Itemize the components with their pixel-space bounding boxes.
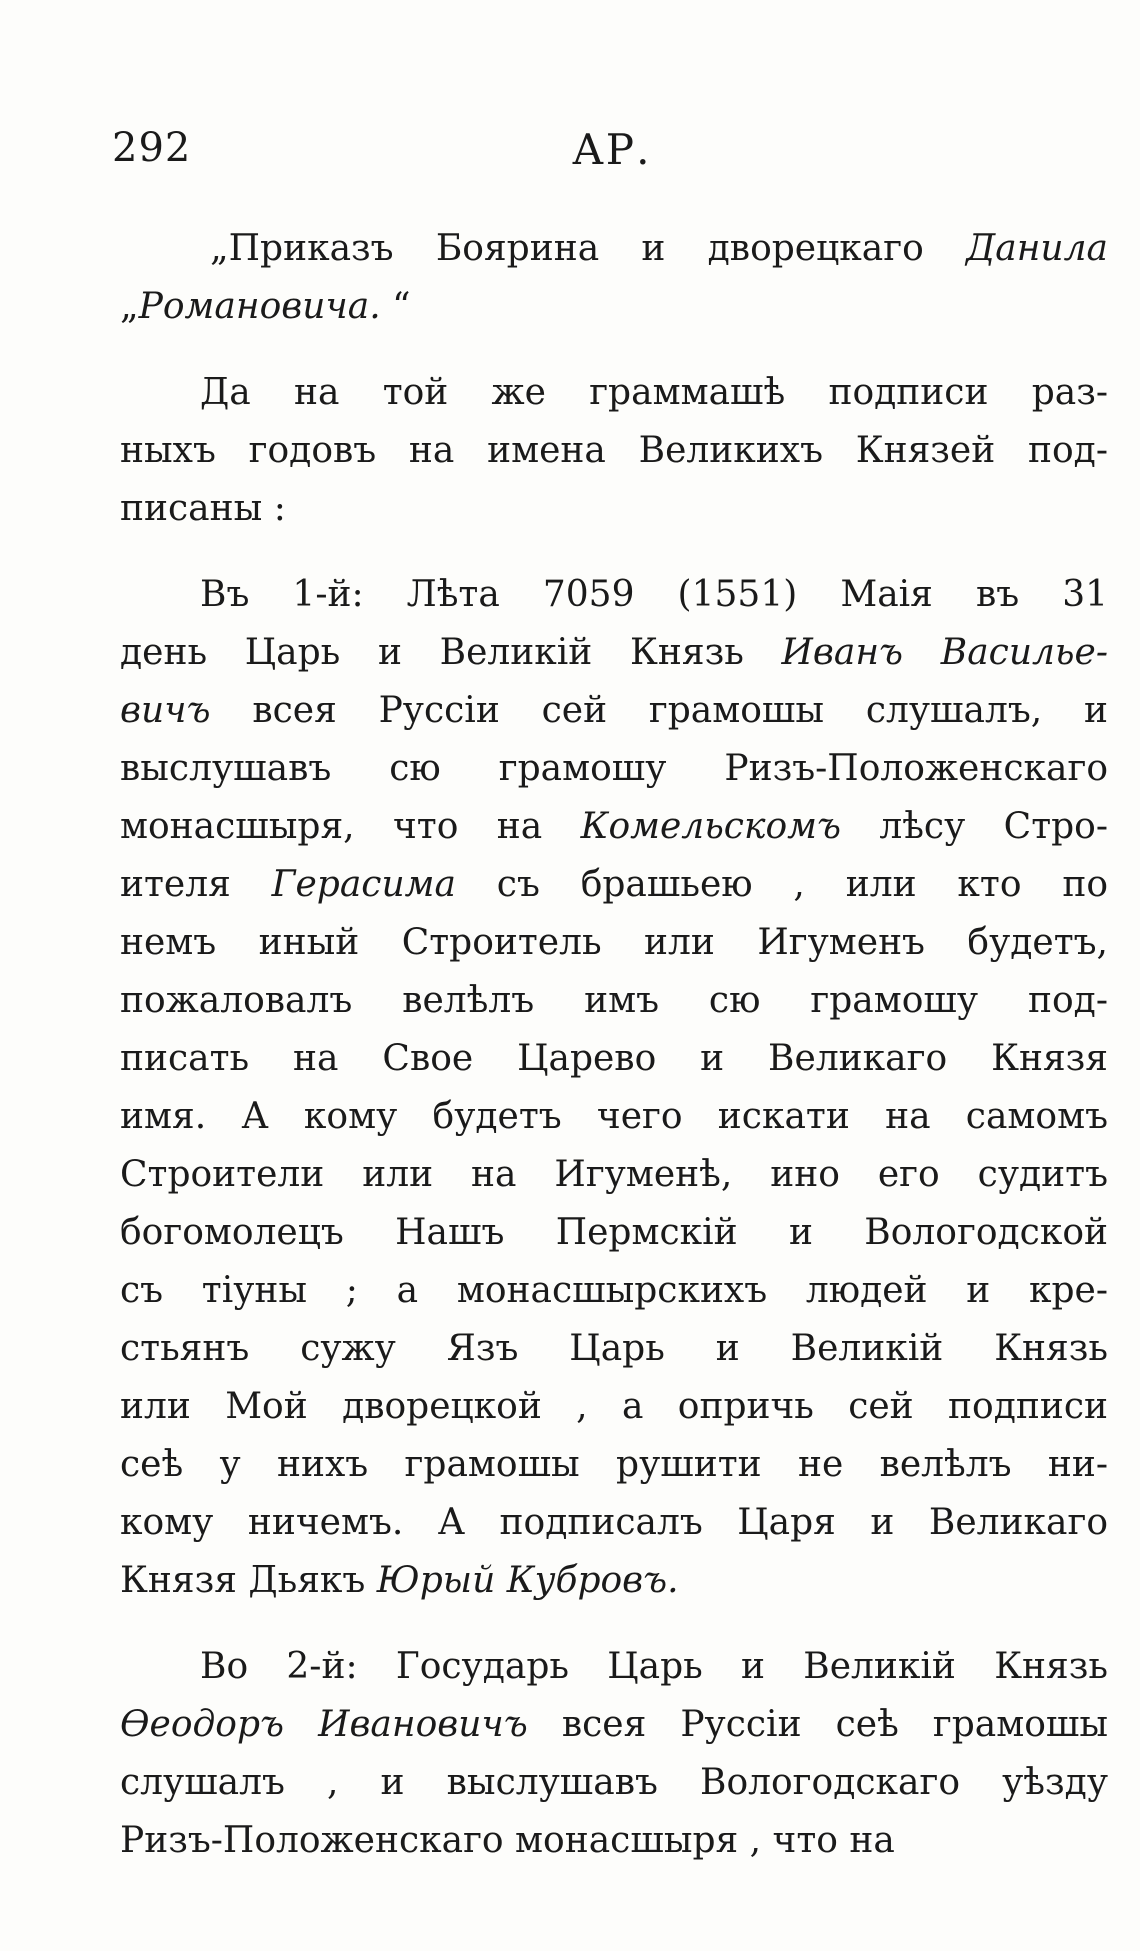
italic-text: Герасима (271, 864, 456, 905)
italic-text: Ѳеодоръ Ивановичъ (120, 1704, 528, 1745)
text-run: или Мой дворецкой , а опричь сей подписи (120, 1386, 1108, 1427)
text-run: писаны : (120, 488, 286, 529)
text-line (120, 914, 1108, 972)
text-line (120, 740, 1108, 798)
text-run: немъ иный Строитель или Игуменъ будетъ, (120, 922, 1108, 963)
text-line (120, 798, 1108, 856)
text-run: кому ничемъ. А подписалъ Царя и Великаго (120, 1502, 1108, 1543)
text-run: всея Руссіи сей грамошы слушалъ, и (210, 690, 1108, 731)
text-run: Ризъ-Положенскаго монасшыря , что на (120, 1820, 895, 1861)
italic-text: Иванъ Василье- (781, 632, 1108, 673)
text-run: ителя (120, 864, 272, 905)
text-run: „Приказъ Боярина и дворецкаго (210, 228, 966, 269)
italic-text: Комельскомъ (580, 806, 841, 847)
text-run: выслушавъ сю грамошу Ризъ-Положенскаго (120, 748, 1108, 789)
text-line (120, 1696, 1108, 1754)
text-run: съ брашьею , или кто по (455, 864, 1108, 905)
text-run: Во 2-й: Государь Царь и Великій Князь (200, 1646, 1108, 1687)
text-line (120, 566, 1108, 624)
text-line (120, 220, 1108, 278)
text-line (120, 1378, 1108, 1436)
text-line (120, 364, 1108, 422)
page-body (120, 220, 1108, 1898)
text-line (120, 1754, 1108, 1812)
text-line (120, 1146, 1108, 1204)
text-run: монасшыря, что на (120, 806, 581, 847)
italic-text: Романовича. (138, 286, 381, 327)
text-run: Строители или на Игуменѣ, ино его судитъ (120, 1154, 1108, 1195)
text-line (120, 480, 1108, 538)
paragraph (120, 364, 1108, 538)
text-run: Въ 1-й: Лѣта 7059 (1551) Маія въ 31 (200, 574, 1108, 615)
text-run: пожаловалъ велѣлъ имъ сю грамошу под- (120, 980, 1108, 1021)
text-run: всея Руссіи сеѣ грамошы (527, 1704, 1108, 1745)
text-line (120, 1088, 1108, 1146)
text-line (120, 1204, 1108, 1262)
text-line (120, 856, 1108, 914)
text-run: Да на той же граммашѣ подписи раз- (200, 372, 1108, 413)
text-run: Князя Дьякъ (120, 1560, 377, 1601)
italic-text: вичъ (120, 690, 211, 731)
italic-text: Юрый Кубровъ. (376, 1560, 679, 1601)
text-run: имя. А кому будетъ чего искати на самомъ (120, 1096, 1108, 1137)
text-run: „ (120, 286, 139, 327)
text-line (120, 1552, 1108, 1610)
text-run: съ тіуны ; а монасшырскихъ людей и кре- (120, 1270, 1108, 1311)
text-run: лѣсу Стро- (840, 806, 1108, 847)
text-line (120, 682, 1108, 740)
text-line (120, 422, 1108, 480)
italic-text: Данила (965, 228, 1108, 269)
text-run: сеѣ у нихъ грамошы рушити не велѣлъ ни- (120, 1444, 1108, 1485)
paragraph (120, 566, 1108, 1610)
text-run: ныхъ годовъ на имена Великихъ Князей под- (120, 430, 1108, 471)
text-line (120, 972, 1108, 1030)
text-run: писать на Свое Царево и Великаго Князя (120, 1038, 1108, 1079)
text-run: день Царь и Великій Князь (120, 632, 782, 673)
text-line (120, 1030, 1108, 1088)
paragraph (120, 220, 1108, 336)
text-line (120, 1436, 1108, 1494)
text-line (120, 1320, 1108, 1378)
text-line (120, 624, 1108, 682)
text-run: слушалъ , и выслушавъ Вологодскаго уѣзду (120, 1762, 1108, 1803)
text-run: стьянъ сужу Язъ Царь и Великій Князь (120, 1328, 1108, 1369)
text-line (120, 1262, 1108, 1320)
text-line (120, 1638, 1108, 1696)
paragraph (120, 1638, 1108, 1870)
text-line (120, 1494, 1108, 1552)
text-run: богомолецъ Нашъ Пермскій и Вологодской (120, 1212, 1108, 1253)
page-header (112, 125, 1112, 185)
text-line (120, 278, 1108, 336)
text-line (120, 1812, 1108, 1870)
page-number: 292 (112, 125, 192, 171)
text-run: “ (380, 286, 411, 327)
running-head: АР. (572, 125, 652, 174)
